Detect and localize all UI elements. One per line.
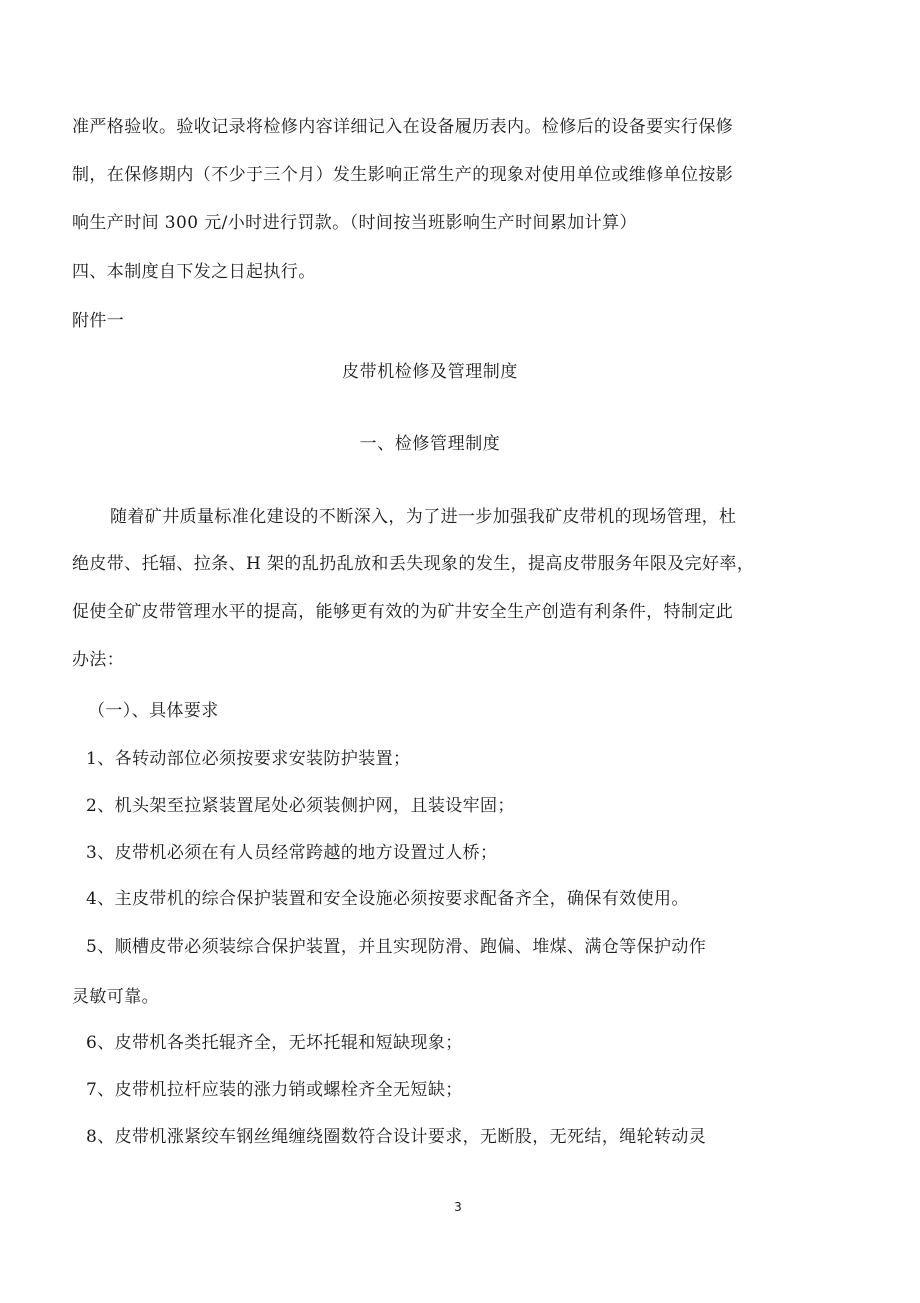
list-item: 7、皮带机拉杆应装的涨力销或螺栓齐全无短缺；	[86, 1080, 463, 1100]
paragraph-line: 四、本制度自下发之日起执行。	[72, 262, 316, 282]
list-item: 6、皮带机各类托辊齐全，无坏托辊和短缺现象；	[86, 1033, 463, 1053]
list-item-continuation: 灵敏可靠。	[72, 987, 159, 1007]
paragraph-line: 准严格验收。验收记录将检修内容详细记入在设备履历表内。检修后的设备要实行保修	[72, 117, 734, 137]
list-item: 1、各转动部位必须按要求安装防护装置；	[86, 749, 411, 769]
section-heading: 一、检修管理制度	[359, 434, 501, 454]
paragraph-line: 随着矿井质量标准化建设的不断深入，为了进一步加强我矿皮带机的现场管理，杜	[110, 507, 737, 527]
paragraph-line: 办法：	[72, 650, 125, 670]
list-item: 3、皮带机必须在有人员经常跨越的地方设置过人桥；	[86, 843, 498, 863]
page-number: 3	[454, 1200, 462, 1214]
list-item: 2、机头架至拉紧装置尾处必须装侧护网，且装设牢固；	[86, 796, 515, 816]
document-title: 皮带机检修及管理制度	[342, 362, 518, 382]
subsection-heading: （一）、具体要求	[88, 701, 219, 721]
list-item: 5、顺槽皮带必须装综合保护装置，并且实现防滑、跑偏、堆煤、满仓等保护动作	[86, 937, 707, 957]
appendix-label: 附件一	[72, 311, 125, 331]
paragraph-line: 促使全矿皮带管理水平的提高，能够更有效的为矿井安全生产创造有利条件，特制定此	[72, 602, 734, 622]
list-item: 4、主皮带机的综合保护装置和安全设施必须按要求配备齐全，确保有效使用。	[86, 889, 689, 909]
paragraph-line: 制，在保修期内（不少于三个月）发生影响正常生产的现象对使用单位或维修单位按影	[72, 165, 734, 185]
paragraph-line: 绝皮带、托辐、拉条、H 架的乱扔乱放和丢失现象的发生，提高皮带服务年限及完好率，	[72, 554, 755, 574]
list-item: 8、皮带机涨紧绞车钢丝绳缠绕圈数符合设计要求，无断股，无死结，绳轮转动灵	[86, 1127, 707, 1147]
paragraph-line: 响生产时间 300 元/小时进行罚款。（时间按当班影响生产时间累加计算）	[72, 213, 637, 233]
